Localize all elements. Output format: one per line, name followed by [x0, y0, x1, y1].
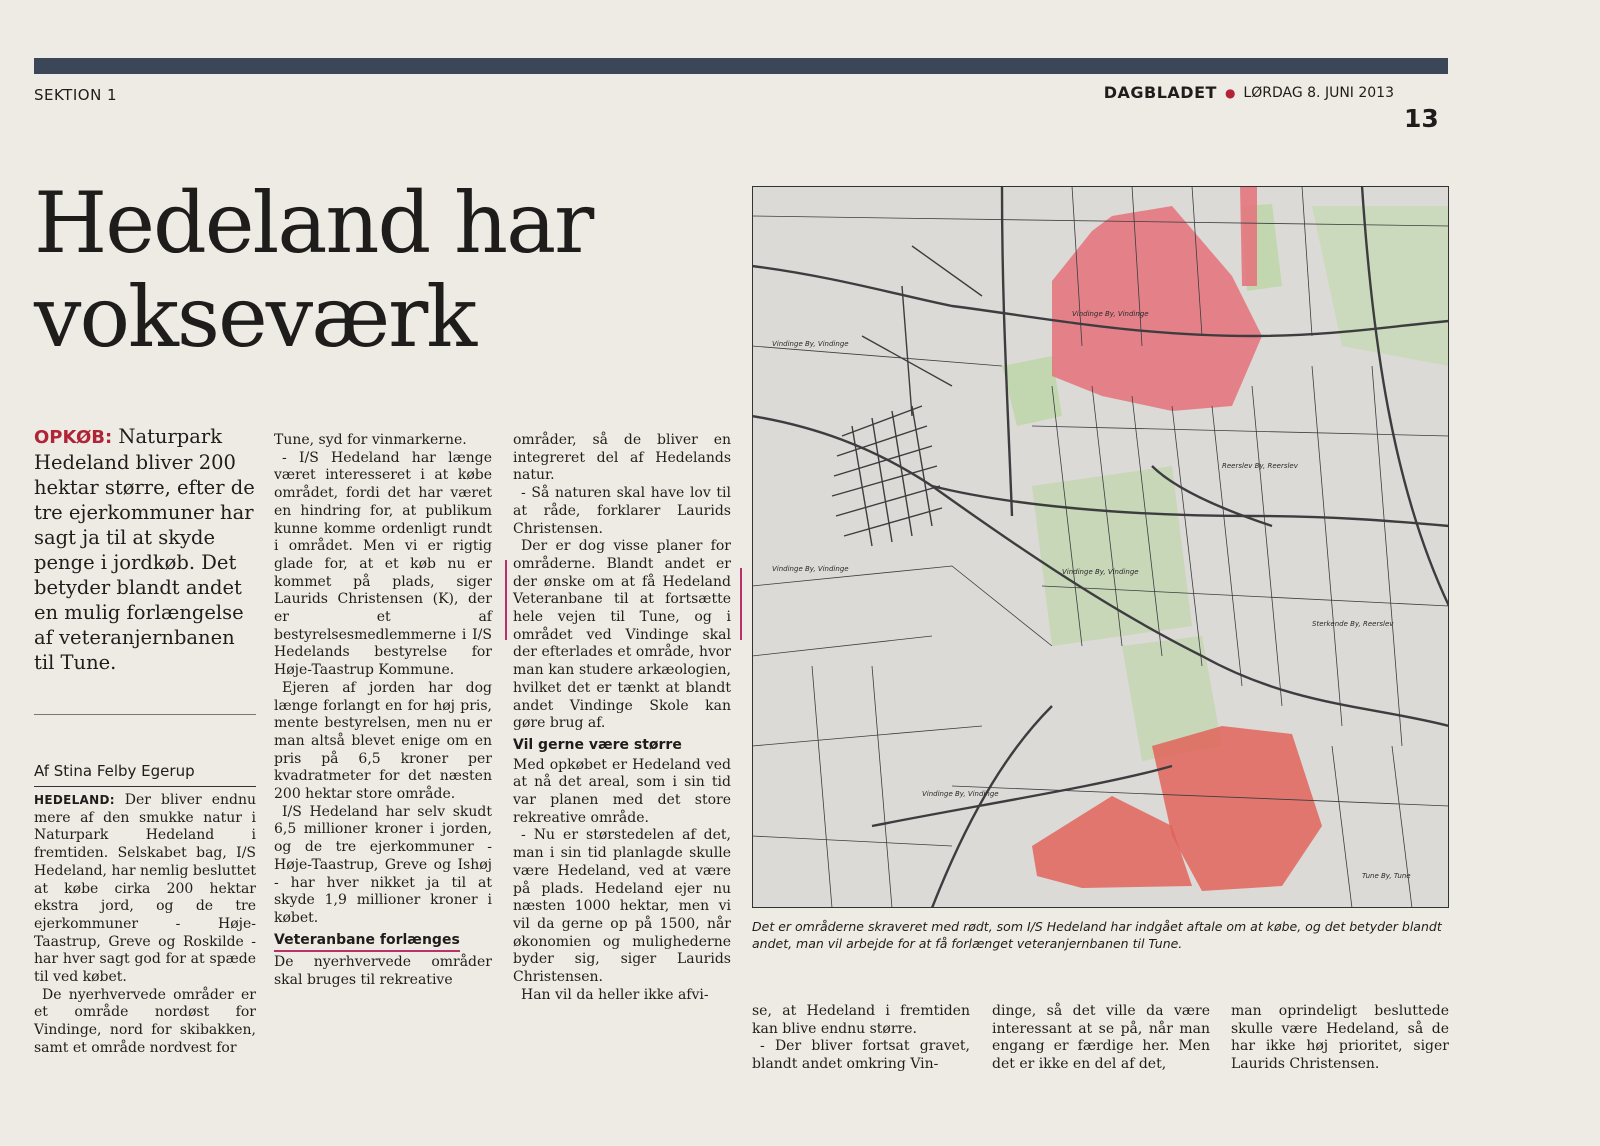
article-column-1 — [34, 792, 256, 1058]
subheading — [274, 932, 492, 953]
top-color-bar — [34, 58, 1448, 74]
map-label: Tune By, Tune — [1362, 872, 1411, 880]
body-paragraph: De nyerhvervede områder skal bruges til rekreative — [274, 954, 492, 989]
map-label: Vindinge By, Vindinge — [772, 340, 849, 348]
section-label: SEKTION 1 — [34, 86, 118, 104]
body-paragraph: - Så naturen skal have lov til at råde, forklarer Laurids Christensen. — [513, 485, 731, 537]
dateline: HEDELAND: — [34, 793, 115, 807]
body-paragraph: - I/S Hedeland har længe været interesseret i at købe området, fordi det har været en hindring for, at publikum kunne komme ordenligt rundt i området. Men vi er rigtig glade for, at et køb nu er kommet på plads, siger Laurids Christensen (K), der er et af bestyrelsesmedlemmerne i I/S Hedelands bestyrelse for Høje-Taastrup Kommune. — [274, 449, 492, 679]
newspaper-name: DAGBLADET — [1103, 83, 1217, 102]
byline: Af Stina Felby Egerup — [34, 762, 195, 780]
subheading-text: Veteranbane forlænges — [274, 932, 460, 953]
article-column-2 — [274, 432, 492, 990]
headline — [34, 176, 724, 364]
body-paragraph: Ejeren af jorden har dog længe forlangt en for høj pris, mente bestyrelsen, men nu er man altså blevet enige om en pris på 6,5 kroner per kvadratmeter for det næsten 200 hektar store område. — [274, 679, 492, 803]
lead-text: Naturpark Hedeland bliver 200 hektar større, efter de tre ejerkommuner har sagt ja til at skyde penge i jordkøb. Det betyder blandt andet en mulig forlængelse af veteranjernbanen til Tune. — [34, 425, 255, 674]
pen-mark — [505, 560, 507, 640]
issue-date: LØRDAG 8. JUNI 2013 — [1243, 84, 1394, 101]
body-paragraph: I/S Hedeland har selv skudt 6,5 millioner kroner i jorden, og de tre ejerkommuner - Høje-Taastrup, Greve og Ishøj - har hver nikket ja til at skyde 1,9 millioner kroner i købet. — [274, 803, 492, 926]
body-text: Der bliver endnu mere af den smukke natur i Naturpark Hedeland i fremtiden. Selskabet bag, I/S Hedeland, har nemlig besluttet at købe cirka 200 hektar ekstra jord, og de tre ejerkommuner - Høje-Taastrup, Greve og Roskilde - har hver sagt god for at spæde til ved købet. — [34, 792, 256, 986]
masthead — [1104, 83, 1394, 102]
pen-mark — [740, 568, 742, 640]
body-paragraph: områder, så de bliver en integreret del af Hedelands natur. — [513, 432, 731, 484]
purchase-area-north-strip — [1240, 186, 1257, 286]
body-paragraph: - Der bliver fortsat gravet, blandt andet omkring Vin- — [752, 1038, 970, 1073]
body-paragraph: dinge, så det ville da være interessant at se på, når man engang er færdige her. Men det er ikke en del af det, — [992, 1003, 1210, 1073]
headline-line-1: Hedeland har — [34, 174, 593, 272]
body-paragraph: se, at Hedeland i fremtiden kan blive endnu større. — [752, 1003, 970, 1037]
divider — [34, 786, 256, 787]
article-column-5 — [992, 1003, 1210, 1074]
map-label: Vindinge By, Vindinge — [922, 790, 999, 798]
headline-line-2: vokseværk — [34, 268, 476, 366]
map-label: Vindinge By, Vindinge — [1062, 568, 1139, 576]
divider — [34, 714, 256, 715]
body-paragraph: Tune, syd for vinmarkerne. — [274, 432, 467, 448]
cadastral-map — [752, 186, 1449, 908]
map-label: Vindinge By, Vindinge — [1072, 310, 1149, 318]
page-number: 13 — [1404, 104, 1439, 133]
body-paragraph: Der er dog visse planer for områderne. Blandt andet er der ønske om at få Hedeland Veteranbane til at fortsætte hele vejen til Tune, og i området ved Vindinge skal der efterlades et område, hvor man kan studere arkæologien, hvilket det er tænkt at blandt andet Vindinge Skole kan gøre brug af. — [513, 538, 731, 732]
lead-paragraph — [34, 424, 256, 675]
article-column-3 — [513, 432, 731, 1005]
map-caption: Det er områderne skraveret med rødt, som I/S Hedeland har indgået aftale om at købe, og det betyder blandt andet, man vil arbejde for at få forlænget veteranjernbanen til Tune. — [752, 919, 1442, 951]
body-paragraph: Med opkøbet er Hedeland ved at nå det areal, som i sin tid var planen med det store rekreative område. — [513, 756, 731, 826]
body-paragraph: Han vil da heller ikke afvi- — [521, 986, 709, 1003]
map-label: Vindinge By, Vindinge — [772, 565, 849, 573]
lead-kicker: OPKØB: — [34, 427, 113, 448]
body-paragraph: De nyerhvervede områder er et område nordøst for Vindinge, nord for skibakken, samt et område nordvest for — [34, 986, 256, 1056]
body-paragraph: - Nu er størstedelen af det, man i sin tid planlagde skulle være Hedeland, ved at være på plads. Hedeland ejer nu næsten 1000 hektar, men vi vil da gerne op på 1500, når økonomien og mulighederne byder sig, siger Laurids Christensen. — [513, 827, 731, 986]
article-column-6 — [1231, 1003, 1449, 1074]
subheading: Vil gerne være større — [513, 736, 682, 753]
article-column-4 — [752, 1003, 970, 1074]
body-paragraph: man oprindeligt besluttede skulle være Hedeland, så de har ikke høj prioritet, siger Laurids Christensen. — [1231, 1003, 1449, 1073]
bullet-icon: ● — [1224, 85, 1236, 100]
map-label: Sterkende By, Reerslev — [1312, 620, 1394, 628]
map-label: Reerslev By, Reerslev — [1222, 462, 1298, 470]
